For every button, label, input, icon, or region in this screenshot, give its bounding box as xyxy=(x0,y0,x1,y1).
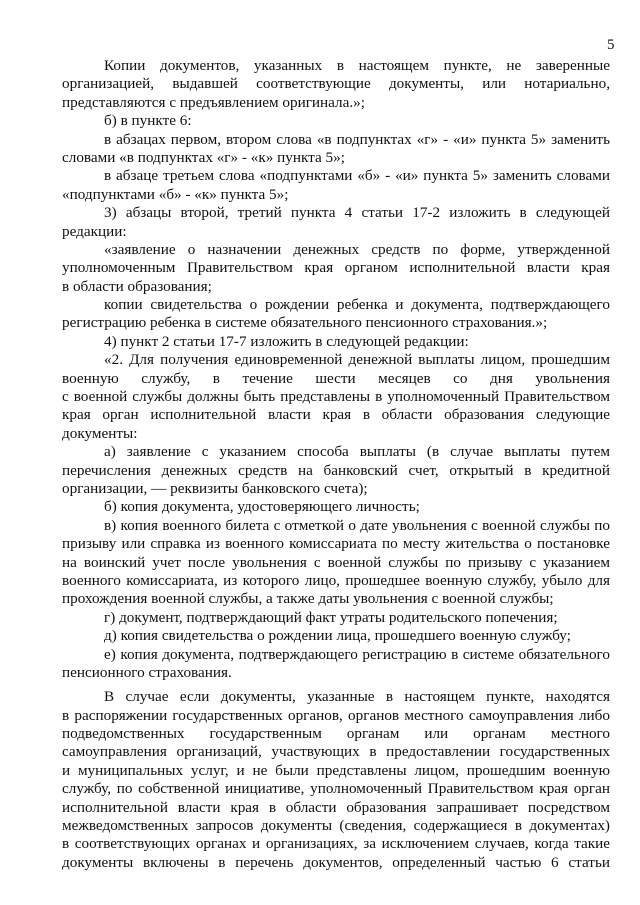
text-line: и муниципальных услуг, и не были представлены лицом, прошедшим военную xyxy=(62,761,610,779)
text-line: организации, — реквизиты банковского счета); xyxy=(62,479,368,497)
text-line: на воинский учет после увольнения с военной службы по призыву с указанием xyxy=(62,553,610,571)
document-body xyxy=(62,57,610,872)
text-line: словами «в подпунктах «г» - «к» пункта 5»; xyxy=(62,148,345,166)
text-line: уполномоченным Правительством края органом исполнительной власти края xyxy=(62,259,610,277)
text-line: в соответствующих органах и организациях, за исключением случаев, когда такие xyxy=(62,835,610,853)
text-line: с военной службы должны быть представлены в уполномоченный Правительством xyxy=(62,388,610,406)
text-line: края орган исполнительной власти края в области образования следующие xyxy=(62,406,610,424)
text-line: а) заявление с указанием способа выплаты (в случае выплаты путем xyxy=(104,443,610,461)
text-line: документы: xyxy=(62,424,138,442)
text-line: редакции: xyxy=(62,222,127,240)
text-line: представляются с предъявлением оригинала.»; xyxy=(62,93,365,111)
text-line: службу, по собственной инициативе, уполномоченный Правительством края орган xyxy=(62,780,610,798)
text-line: призыву или справка из военного комиссариата по месту жительства о постановке xyxy=(62,535,610,553)
text-line: в) копия военного билета с отметкой о дате увольнения с военной службы по xyxy=(104,516,610,534)
text-line: 4) пункт 2 статьи 17-7 изложить в следующей редакции: xyxy=(104,332,469,350)
text-line: самоуправления организаций, участвующих в предоставлении государственных xyxy=(62,743,610,761)
text-line: регистрацию ребенка в системе обязательного пенсионного страхования.»; xyxy=(62,314,548,332)
text-line: в области образования; xyxy=(62,277,212,295)
text-line: «2. Для получения единовременной денежной выплаты лицом, прошедшим xyxy=(104,351,610,369)
text-line: «подпунктами «б» - «к» пункта 5»; xyxy=(62,185,289,203)
text-line: документы включены в перечень документов, определенный частью 6 статьи xyxy=(62,853,610,871)
page-number: 5 xyxy=(607,37,615,53)
text-line: подведомственных государственным органам или органам местного xyxy=(62,725,610,743)
text-line: в распоряжении государственных органов, органов местного самоуправления либо xyxy=(62,706,610,724)
text-line: д) копия свидетельства о рождении лица, прошедшего военную службу; xyxy=(104,627,571,645)
text-line: военного комиссариата, из которого лицо, прошедшее военную службу, убыло для xyxy=(62,571,610,589)
text-line: г) документ, подтверждающий факт утраты родительского попечения; xyxy=(104,608,558,626)
text-line: межведомственных запросов документы (сведения, содержащиеся в документах) xyxy=(62,817,610,835)
text-line: «заявление о назначении денежных средств по форме, утвержденной xyxy=(104,240,610,258)
text-line: организацией, выдавшей соответствующие документы, или нотариально, xyxy=(62,75,610,93)
text-line: в абзацах первом, втором слова «в подпунктах «г» - «и» пункта 5» заменить xyxy=(104,130,610,148)
text-line: б) в пункте 6: xyxy=(104,112,192,130)
text-line: прохождения военной службы, а также даты увольнения с военной службы; xyxy=(62,590,554,608)
text-line: в абзаце третьем слова «подпунктами «б» - «и» пункта 5» заменить словами xyxy=(104,167,610,185)
text-line: б) копия документа, удостоверяющего личность; xyxy=(104,498,420,516)
text-line: исполнительной власти края в области образования запрашивает посредством xyxy=(62,798,610,816)
text-line: перечисления денежных средств на банковский счет, открытый в кредитной xyxy=(62,461,610,479)
text-line: В случае если документы, указанные в настоящем пункте, находятся xyxy=(104,688,610,706)
text-line: военную службу, в течение шести месяцев со дня увольнения xyxy=(62,369,610,387)
text-line: е) копия документа, подтверждающего регистрацию в системе обязательного xyxy=(104,645,610,663)
text-line: копии свидетельства о рождении ребенка и документа, подтверждающего xyxy=(104,296,610,314)
text-line: Копии документов, указанных в настоящем пункте, не заверенные xyxy=(104,57,610,74)
text-line: 3) абзацы второй, третий пункта 4 статьи 17-2 изложить в следующей xyxy=(104,204,610,222)
text-line: пенсионного страхования. xyxy=(62,663,232,681)
